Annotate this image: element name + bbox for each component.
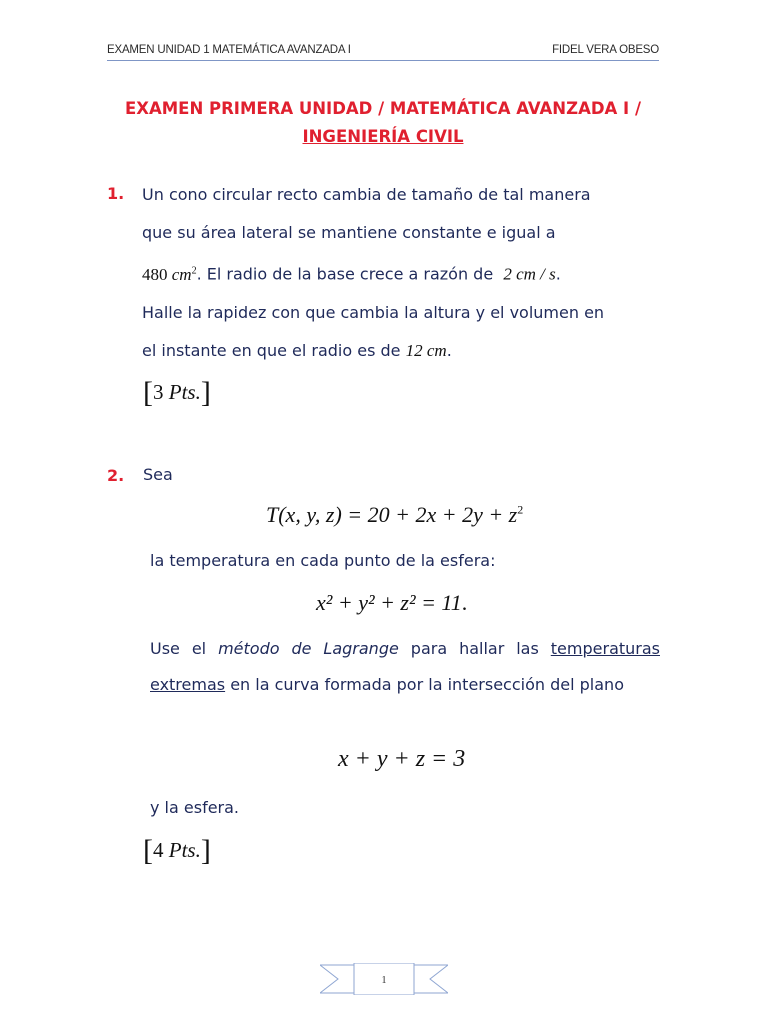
q2-instructions (150, 631, 660, 703)
header-rule (107, 60, 659, 61)
header-course: EXAMEN UNIDAD 1 MATEMÁTICA AVANZADA I (107, 44, 351, 56)
q1-line-3-end: . (555, 264, 561, 284)
exam-title (107, 95, 659, 151)
q2-use-2: para hallar las (410, 639, 539, 658)
q2-use-4: plano (579, 675, 624, 694)
question-2-points: [4 Pts.] (143, 834, 211, 867)
q1-line-2: que su área lateral se mantiene constante e igual a (142, 223, 556, 242)
q1-radius: 12 cm (405, 340, 447, 360)
q1-area-value: 480 (142, 264, 168, 284)
q2-points-num: 4 (153, 838, 164, 862)
q2-underline-extremas: extremas (150, 675, 226, 694)
q2-sphere-end: . (461, 590, 468, 615)
q2-use-3: en la curva formada por la intersección del (230, 675, 575, 694)
title-line-1: EXAMEN PRIMERA UNIDAD / MATEMÁTICA AVANZADA I / (125, 99, 641, 118)
q2-formula-t: T(x, y, z) = 20 + 2x + 2y + z (266, 502, 518, 527)
q1-line-3-mid: . El radio de la base crece a razón de (196, 264, 494, 284)
question-2-number: 2. (107, 466, 125, 485)
q2-plane-equation (338, 746, 465, 773)
q1-points-unit: Pts. (168, 380, 201, 404)
q1-area-exp: 2 (191, 265, 197, 276)
header-author: FIDEL VERA OBESO (552, 44, 659, 56)
q2-formula-t-exp: 2 (517, 502, 524, 517)
q1-line-5-end: . (446, 340, 452, 360)
q2-underline-temperaturas: temperaturas (550, 639, 660, 658)
q2-use-1: Use el (150, 639, 207, 658)
q1-line-5 (142, 332, 660, 370)
q2-intro: Sea (143, 465, 173, 484)
q1-line-4: Halle la rapidez con que cambia la altura y el volumen en (142, 302, 605, 322)
q2-sphere: x² + y² + z² = 11 (316, 590, 462, 615)
question-1-points: [3 Pts.] (143, 376, 211, 409)
q1-line-5-text: el instante en que el radio es de (142, 340, 401, 360)
q2-temp-text: la temperatura en cada punto de la esfera: (150, 551, 496, 570)
q2-sphere-equation (316, 590, 467, 616)
title-line-2: INGENIERÍA CIVIL (302, 127, 464, 146)
q2-tail: y la esfera. (150, 798, 240, 817)
question-1-number: 1. (107, 184, 125, 203)
question-1-text (142, 176, 660, 370)
q1-line-3 (142, 252, 660, 294)
q1-points-num: 3 (153, 380, 164, 404)
q2-points-unit: Pts. (168, 838, 201, 862)
q2-temperature-formula (266, 502, 523, 528)
q2-method: método de Lagrange (218, 639, 399, 658)
q1-line-1: Un cono circular recto cambia de tamaño de tal manera (142, 185, 591, 204)
q1-area-unit: cm (171, 264, 192, 284)
q1-rate: 2 cm / s (503, 264, 556, 284)
page-number: 1 (381, 975, 387, 986)
q2-plane: x + y + z = 3 (338, 746, 466, 772)
